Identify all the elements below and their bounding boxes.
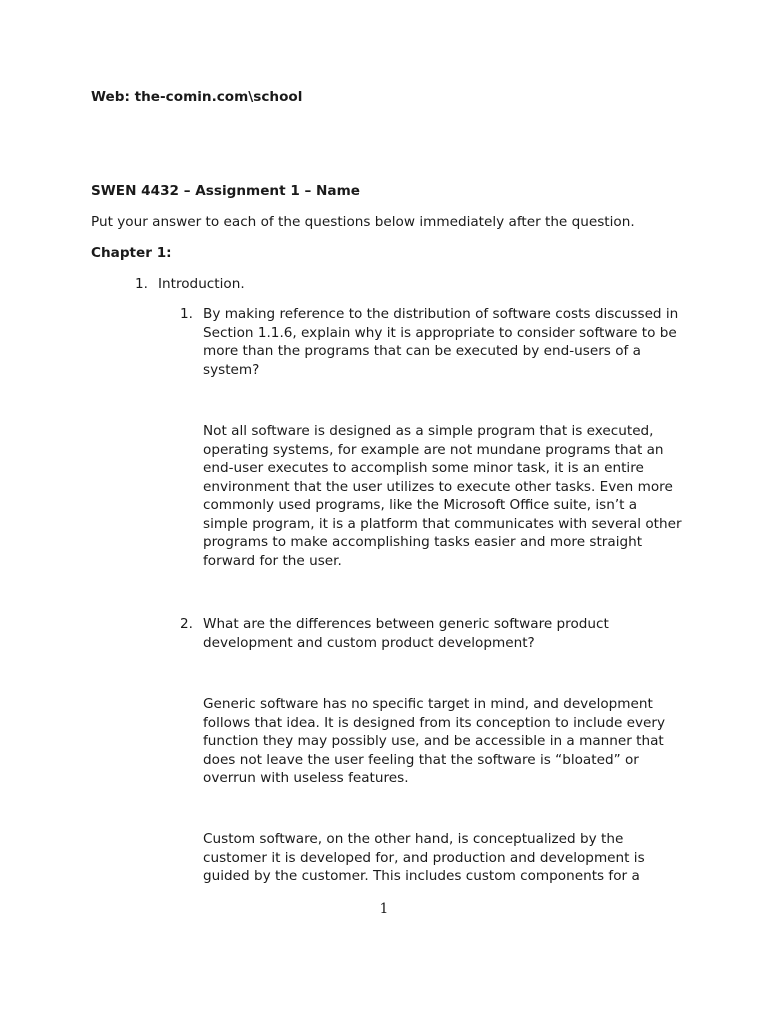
question-2-number: 2.: [180, 616, 193, 632]
question-2-answer-custom: Custom software, on the other hand, is conceptualized by the customer it is developed for, and production and development is guided by the customer. This includes custom components for a: [203, 831, 645, 884]
question-2-answer-generic: Generic software has no specific target in mind, and development follows that idea. It is designed from its conception to include every function they may possibly use, and be accessible in a manner that does not leave the user feeling that the software is “bloated” or overrun with useless features.: [203, 696, 666, 786]
document-title: SWEN 4432 – Assignment 1 – Name: [91, 183, 360, 199]
section-number: 1.: [135, 276, 148, 292]
chapter-heading: Chapter 1:: [91, 245, 172, 261]
question-1-text: By making reference to the distribution of software costs discussed in Section 1.1.6, explain why it is appropriate to consider software to be more than the programs that can be executed by end-users of a system?: [203, 306, 679, 378]
question-1-number: 1.: [180, 306, 193, 322]
web-address-line: Web: the-comin.com\school: [91, 89, 303, 105]
question-2-text: What are the differences between generic software product development and custom product development?: [203, 616, 609, 651]
page-number: 1: [379, 901, 389, 917]
instructions-text: Put your answer to each of the questions below immediately after the question.: [91, 214, 635, 230]
section-label: Introduction.: [158, 276, 245, 292]
question-1-answer: Not all software is designed as a simple program that is executed, operating systems, for example are not mundane programs that an end-user executes to accomplish some minor task, it is an entire environment that the user utilizes to execute other tasks. Even more commonly used programs, like the Microsoft Office suite, isn’t a simple program, it is a platform that communicates with several other programs to make accomplishing tasks easier and more straight forward for the user.: [203, 423, 682, 569]
